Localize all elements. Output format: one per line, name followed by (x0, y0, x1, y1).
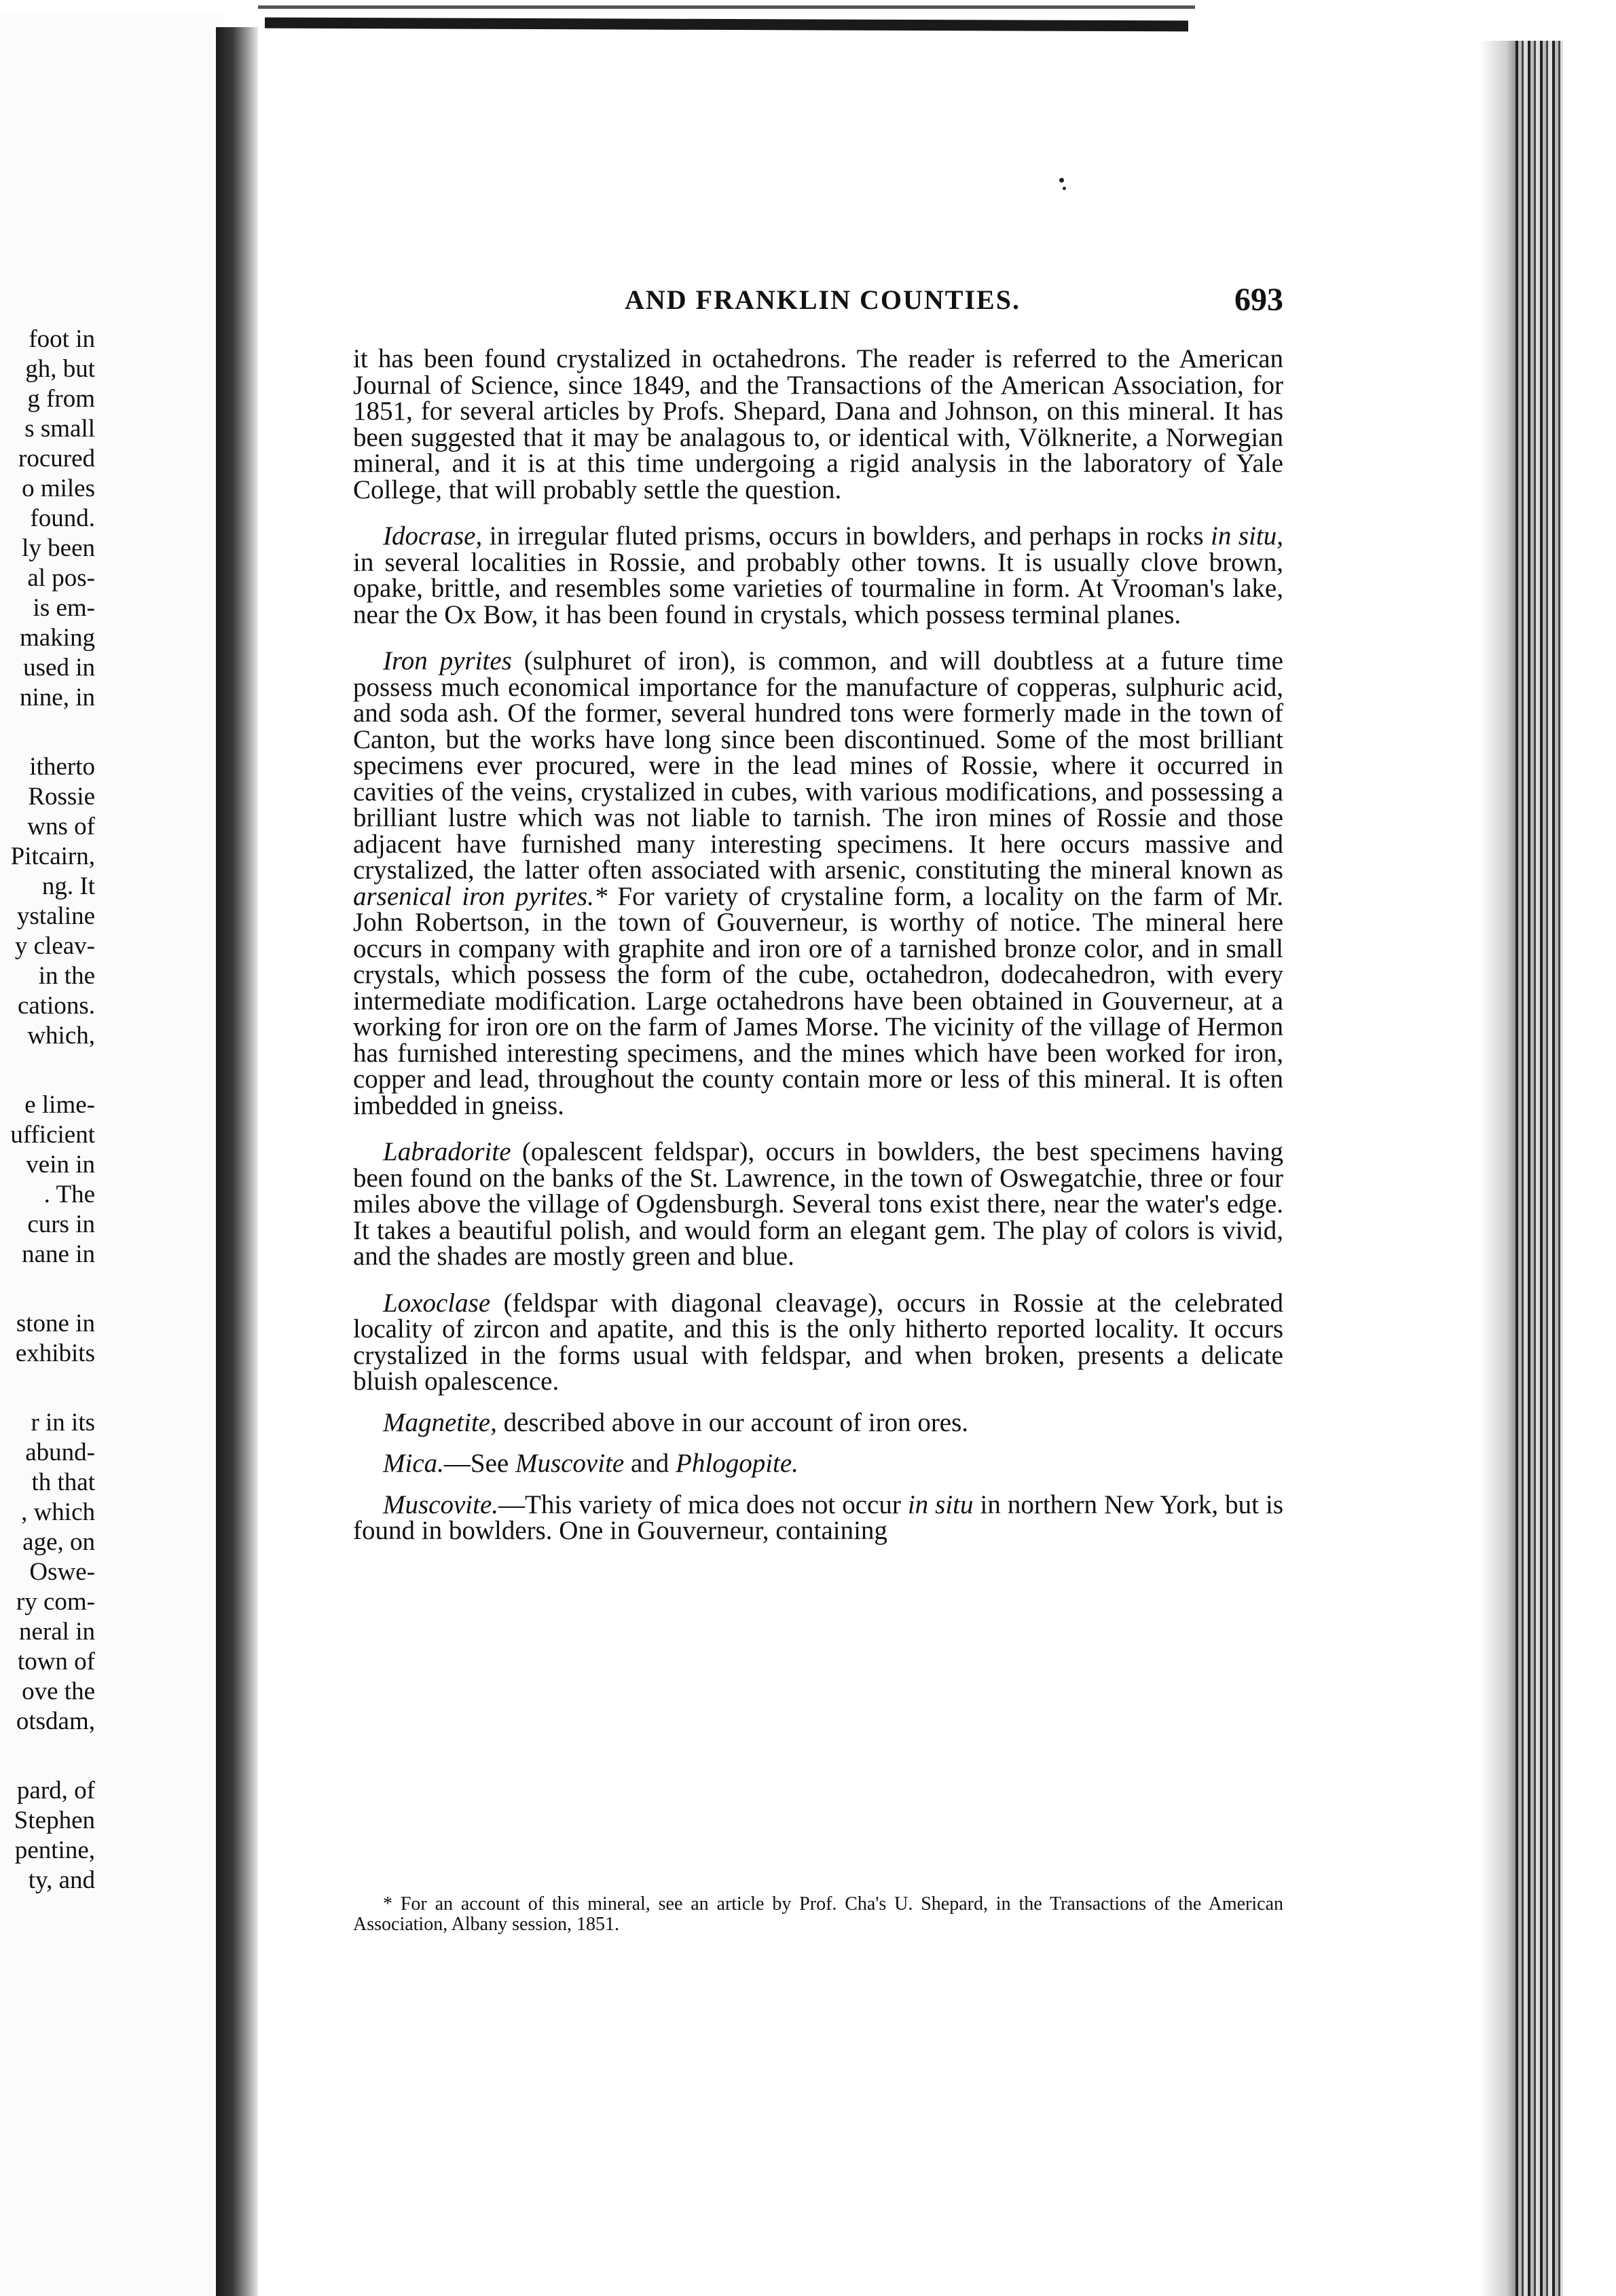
term-labradorite: Labradorite (383, 1137, 511, 1166)
facing-page-line: gh, but (25, 355, 95, 383)
facing-page-line: ly been (22, 534, 95, 562)
facing-page-line: town of (17, 1648, 95, 1675)
book-gutter (216, 27, 258, 2296)
paragraph-labradorite (353, 1139, 1283, 1270)
emphasis-phlogopite: Phlogopite. (676, 1449, 798, 1478)
facing-page-line: age, on (22, 1528, 95, 1556)
facing-page-line: itherto (29, 753, 95, 781)
right-margin (1563, 41, 1616, 2296)
facing-page-line: which, (27, 1022, 95, 1050)
facing-page-line: used in (23, 654, 95, 682)
text-run: and (624, 1449, 676, 1478)
facing-page-line: wns of (27, 813, 95, 840)
facing-page-line: otsdam, (16, 1707, 95, 1735)
text-run: described above in our account of iron ores. (496, 1407, 969, 1437)
facing-page-line: Rossie (28, 783, 95, 811)
facing-page-text (0, 325, 95, 1895)
facing-page-line: making (20, 624, 95, 652)
facing-page-line: ng. It (41, 872, 95, 900)
text-run: —This variety of mica does not occur (498, 1489, 908, 1519)
facing-page-line: stone in (16, 1310, 95, 1337)
facing-page-line: foot in (29, 325, 95, 353)
facing-page-line: ystaline (16, 902, 95, 930)
facing-page-line: . The (43, 1181, 95, 1208)
facing-page-line: ty, and (28, 1866, 95, 1894)
emphasis-in-situ: in situ (907, 1489, 974, 1519)
footnote: * For an account of this mineral, see an article by Prof. Cha's U. Shepard, in the Transactions of the American Association, Albany session, 1851. (353, 1893, 1283, 1935)
facing-page-line: abund- (25, 1439, 95, 1466)
term-loxoclase: Loxoclase (383, 1288, 491, 1318)
facing-page-gap (0, 713, 95, 752)
paragraph-muscovite (353, 1489, 1283, 1545)
text-run: in irregular fluted prisms, occurs in bowlders, and perhaps in rocks (482, 521, 1211, 551)
term-iron-pyrites: Iron pyrites (383, 646, 512, 675)
text-run: (opalescent feldspar), occurs in bowlders, the best specimens having been found on the banks of the St. Lawrence, in the town of Oswegatchie, three or four miles above the village of Ogdensburgh. Several tons exist there, near the water's edge. It takes a beautiful polish, and would form an elegant gem. The play of colors is vivid, and the shades are mostly green and blue. (353, 1137, 1283, 1271)
body-text (353, 346, 1283, 1565)
page-stack-edge (1516, 41, 1563, 2296)
facing-page-line: ry com- (16, 1588, 95, 1616)
text-run: —See (443, 1449, 515, 1478)
facing-page-line: exhibits (15, 1339, 95, 1367)
term-magnetite: Magnetite, (383, 1407, 497, 1437)
facing-page-line: nine, in (20, 684, 95, 711)
facing-page-line: pard, of (16, 1777, 95, 1804)
facing-page-line: , which (21, 1498, 95, 1526)
scan-speck (1059, 178, 1064, 183)
facing-page-line: s small (24, 415, 95, 443)
facing-page-line: rocured (18, 445, 95, 473)
facing-page-line: is em- (33, 594, 95, 622)
facing-page-line: Pitcairn, (10, 843, 95, 870)
facing-page-line: vein in (26, 1151, 95, 1179)
facing-page-gap (0, 1737, 95, 1776)
emphasis-in-situ: in situ, (1211, 521, 1284, 551)
facing-page-gap (0, 1369, 95, 1408)
paragraph-loxoclase (353, 1288, 1283, 1396)
facing-page-line: th that (31, 1468, 95, 1496)
facing-page-line: in the (38, 962, 95, 990)
term-mica: Mica. (383, 1449, 444, 1478)
facing-page-gap (0, 1270, 95, 1309)
text-run: in several localities in Rossie, and probably other towns. It is usually clove brown, opake, brittle, and resembles some varieties of tourmaline in form. At Vrooman's lake, near the Ox Bow, it has been found in crystals, which possess terminal planes. (353, 547, 1283, 629)
facing-page-line: g from (27, 385, 95, 413)
facing-page-line: al pos- (27, 564, 95, 592)
facing-page-line: ufficient (10, 1121, 95, 1149)
facing-page-line: found. (30, 504, 95, 532)
page-number: 693 (1234, 282, 1283, 318)
facing-page-line: nane in (22, 1240, 95, 1268)
paragraph-idocrase (353, 523, 1283, 628)
facing-page-line: pentine, (14, 1836, 95, 1864)
facing-page-line: o miles (22, 475, 95, 502)
paragraph-iron-pyrites (353, 648, 1283, 1119)
text-run: (sulphuret of iron), is common, and will doubtless at a future time possess much economical importance for the manufacture of copperas, sulphuric acid, and soda ash. Of the former, several hundred tons were formerly made in the town of Canton, but the works have long since been discontinued. Some of the most brilliant specimens ever procured, were in the lead mines of Rossie, where it occurred in cavities of the veins, crystalized in cubes, with various modifications, and possessing a brilliant lustre which was not liable to tarnish. The iron mines of Rossie and those adjacent have furnished many interesting specimens. It here occurs massive and crystalized, the latter often associated with arsenic, constituting the mineral known as (353, 646, 1283, 885)
facing-page-line: Stephen (14, 1807, 95, 1834)
footnotes (353, 1894, 1283, 1935)
text-run: For variety of crystaline form, a locality on the farm of Mr. John Robertson, in the town of Gouverneur, is worthy of notice. The mineral here occurs in company with graphite and iron ore of a tarnished bronze color, and in small crystals, which possess the form of the cube, octahedron, dodecahedron, with every intermediate modification. Large octahedrons have been obtained in Gouverneur, at a working for iron ore on the farm of James Morse. The vicinity of the village of Hermon has furnished interesting specimens, and the mines which have been worked for iron, copper and lead, throughout the county contain more or less of this mineral. It is often imbedded in gneiss. (353, 881, 1283, 1120)
paragraph-magnetite (353, 1407, 1283, 1437)
facing-page-line: cations. (17, 992, 95, 1020)
emphasis-arsenical-iron-pyrites: arsenical iron pyrites.* (353, 881, 608, 911)
scan-speck (1063, 187, 1066, 190)
facing-page-gap (0, 1051, 95, 1090)
facing-page-line: neral in (19, 1618, 95, 1646)
facing-page-line: ove the (22, 1678, 95, 1705)
page-header (353, 284, 1283, 325)
facing-page-line: r in its (31, 1409, 95, 1437)
running-head: AND FRANKLIN COUNTIES. (625, 284, 1021, 315)
term-muscovite: Muscovite. (383, 1489, 499, 1519)
page-edge-shade (1480, 41, 1518, 2296)
facing-page-line: y cleav- (14, 932, 95, 960)
paragraph-continuation: it has been found crystalized in octahedrons. The reader is referred to the American Journal of Science, since 1849, and the Transactions of the American Association, for 1851, for several articles by Profs. Shepard, Dana and Johnson, on this mineral. It has been suggested that it may be analagous to, or identical with, Vӧlknerite, a Norwegian mineral, and it is at this time undergoing a rigid analysis in the laboratory of Yale College, that will probably settle the question. (353, 344, 1283, 504)
text-run: (feldspar with diagonal cleavage), occurs in Rossie at the celebrated locality of zircon and apatite, and this is the only hitherto reported locality. It occurs crystalized in the forms usual with feldspar, and when broken, presents a delicate bluish opalescence. (353, 1288, 1283, 1396)
paragraph-mica (353, 1451, 1283, 1477)
facing-page-line: Oswe- (29, 1558, 95, 1586)
top-edge-line (258, 5, 1195, 9)
top-edge-rule (265, 18, 1188, 32)
facing-page-line: curs in (27, 1210, 95, 1238)
text-run: in northern New York, but is found in bowlders. One in Gouverneur, containing (353, 1489, 1283, 1545)
term-idocrase: Idocrase, (383, 521, 483, 551)
emphasis-muscovite: Muscovite (515, 1449, 625, 1478)
facing-page-line: e lime- (24, 1091, 95, 1119)
